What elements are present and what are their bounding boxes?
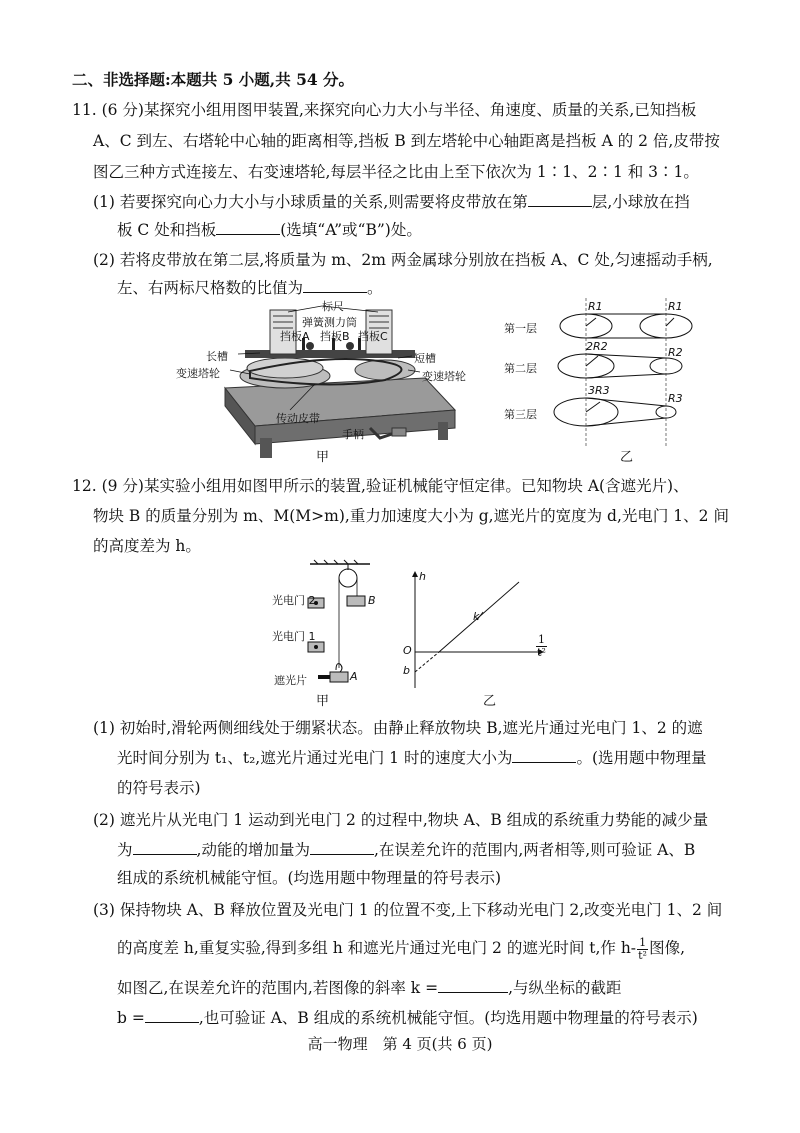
q11-p1-text-b: 层,小球放在挡 — [591, 193, 690, 211]
label-r3-left: 3R3 — [588, 384, 610, 397]
q11-p1-text-c: 板 C 处和挡板 — [117, 221, 217, 239]
label-shade: 遮光片 — [274, 674, 307, 687]
q12-part3-line3 — [117, 976, 622, 998]
q11-line2: A、C 到左、右塔轮中心轴的距离相等,挡板 B 到左塔轮中心轴距离是挡板 A 的 2 倍,皮带按 — [93, 132, 720, 150]
q12-line2: 物块 B 的质量分别为 m、M(M>m),重力加速度大小为 g,遮光片的宽度为 d,光电门 1、2 间 — [93, 507, 729, 525]
q12-part2-line3: 组成的系统机械能守恒。(均选用题中物理量的符号表示) — [117, 869, 502, 887]
caption-yi: 乙 — [620, 450, 634, 465]
inverse-t2-fraction — [637, 937, 648, 962]
q12-p3-text-f: b = — [117, 1009, 145, 1027]
label-h-axis: h — [419, 570, 426, 583]
x-axis-num: 1 — [538, 633, 545, 646]
q12-p2-text-c: ,动能的增加量为 — [196, 841, 310, 859]
photogate-apparatus-figure — [270, 558, 380, 708]
q12-p3-text-b: 的高度差 h,重复实验,得到多组 h 和遮光片通过光电门 2 的遮光时间 t,作 h- — [117, 939, 637, 957]
q11-part2-line1: (2) 若将皮带放在第二层,将质量为 m、2m 两金属球分别放在挡板 A、C 处,匀速摇动手柄, — [93, 251, 713, 269]
q12-p3-text-d: 如图乙,在误差允许的范围内,若图像的斜率 k = — [117, 979, 439, 997]
q11-part1-line1 — [93, 190, 690, 212]
label-gate1: 光电门 1 — [272, 630, 316, 643]
answer-blank[interactable] — [528, 192, 592, 207]
label-layer2: 第二层 — [504, 362, 537, 375]
answer-blank[interactable] — [133, 840, 197, 855]
q12-part2-line2 — [117, 838, 695, 860]
q12-part3-line1: (3) 保持物块 A、B 释放位置及光电门 1 的位置不变,上下移动光电门 2,改变光电门 1、2 间 — [93, 901, 723, 919]
label-dang-a: 挡板A — [280, 330, 310, 343]
q12-p3-text-g: ,也可验证 A、B 组成的系统机械能守恒。(均选用题中物理量的符号表示) — [198, 1009, 698, 1027]
q12-line1: 12. (9 分)某实验小组用如图甲所示的装置,验证机械能守恒定律。已知物块 A(含遮光片)、 — [72, 477, 689, 495]
answer-blank[interactable] — [145, 1008, 199, 1023]
q12-part3-line2 — [117, 936, 685, 962]
apparatus-figure — [170, 298, 470, 468]
label-tower-left: 变速塔轮 — [176, 367, 220, 380]
q12-p3-text-c: 图像, — [649, 939, 685, 957]
label-origin: O — [403, 644, 412, 657]
q11-part2-line2 — [117, 276, 383, 298]
label-block-b: B — [368, 594, 376, 607]
q12-p3-text-e: ,与纵坐标的截距 — [508, 979, 622, 997]
caption-jia: 甲 — [316, 694, 330, 709]
answer-blank[interactable] — [438, 978, 508, 993]
label-r2-left: 2R2 — [586, 340, 608, 353]
page-footer: 高一物理 第 4 页(共 6 页) — [307, 1035, 493, 1053]
fraction-num: 1 — [639, 935, 647, 949]
label-intercept-b: b — [403, 664, 410, 677]
label-gate2: 光电门 2 — [272, 594, 316, 607]
x-axis-label — [536, 634, 547, 659]
answer-blank[interactable] — [310, 840, 374, 855]
q11-p1-text-a: (1) 若要探究向心力大小与小球质量的关系,则需要将皮带放在第 — [93, 193, 528, 211]
q12-p2-text-b: 为 — [117, 841, 133, 859]
q11-line3: 图乙三种方式连接左、右变速塔轮,每层半径之比由上至下依次为 1∶1、2∶1 和 3∶1。 — [93, 163, 699, 181]
answer-blank[interactable] — [512, 748, 576, 763]
q11-p1-text-d: (选填“A”或“B”)处。 — [280, 221, 422, 239]
label-dang-c: 挡板C — [358, 330, 388, 343]
x-axis-den: t² — [537, 646, 546, 659]
q12-p1-text-c: 。(选用题中物理量 — [576, 749, 707, 767]
q12-part2-line1: (2) 遮光片从光电门 1 运动到光电门 2 的过程中,物块 A、B 组成的系统重力势能的减少量 — [93, 811, 709, 829]
q12-part1-line3: 的符号表示) — [117, 779, 201, 797]
q12-line3: 的高度差为 h。 — [93, 537, 201, 555]
label-biaochi: 标尺 — [322, 300, 344, 313]
label-handle: 手柄 — [342, 428, 364, 441]
label-dang-b: 挡板B — [320, 330, 350, 343]
label-layer1: 第一层 — [504, 322, 537, 335]
fraction-den: t² — [638, 948, 647, 962]
label-belt: 传动皮带 — [276, 412, 320, 425]
section-title: 二、非选择题:本题共 5 小题,共 54 分。 — [72, 70, 355, 89]
label-slope-k: k — [473, 610, 480, 623]
label-layer3: 第三层 — [504, 408, 537, 421]
label-r2-right: R2 — [668, 346, 683, 359]
label-r1-left: R1 — [588, 300, 603, 313]
answer-blank[interactable] — [216, 220, 280, 235]
caption-yi: 乙 — [483, 694, 497, 709]
label-r3-right: R3 — [668, 392, 683, 405]
label-tower-right: 变速塔轮 — [422, 370, 466, 383]
q11-p2-text-c: 。 — [367, 279, 383, 297]
q12-part3-line4 — [117, 1006, 698, 1028]
caption-jia: 甲 — [316, 450, 330, 465]
q11-p2-text-b: 左、右两标尺格数的比值为 — [117, 279, 304, 297]
h-vs-inverse-t2-graph — [395, 568, 565, 708]
q11-line1: 11. (6 分)某探究小组用图甲装置,来探究向心力大小与半径、角速度、质量的关系,已知挡板 — [72, 101, 697, 119]
label-r1-right: R1 — [668, 300, 683, 313]
answer-blank[interactable] — [303, 278, 367, 293]
label-block-a: A — [350, 670, 358, 683]
label-spring: 弹簧测力筒 — [302, 316, 357, 329]
q12-part1-line2 — [117, 746, 707, 768]
q12-p1-text-b: 光时间分别为 t₁、t₂,遮光片通过光电门 1 时的速度大小为 — [117, 749, 513, 767]
pulley-layers-figure — [500, 298, 710, 468]
label-duancao: 短槽 — [414, 352, 436, 365]
label-changcao: 长槽 — [206, 350, 228, 363]
q12-p2-text-d: ,在误差允许的范围内,两者相等,则可验证 A、B — [373, 841, 696, 859]
q11-part1-line2 — [117, 218, 422, 240]
q12-part1-line1: (1) 初始时,滑轮两侧细线处于绷紧状态。由静止释放物块 B,遮光片通过光电门 1、2 的遮 — [93, 719, 703, 737]
